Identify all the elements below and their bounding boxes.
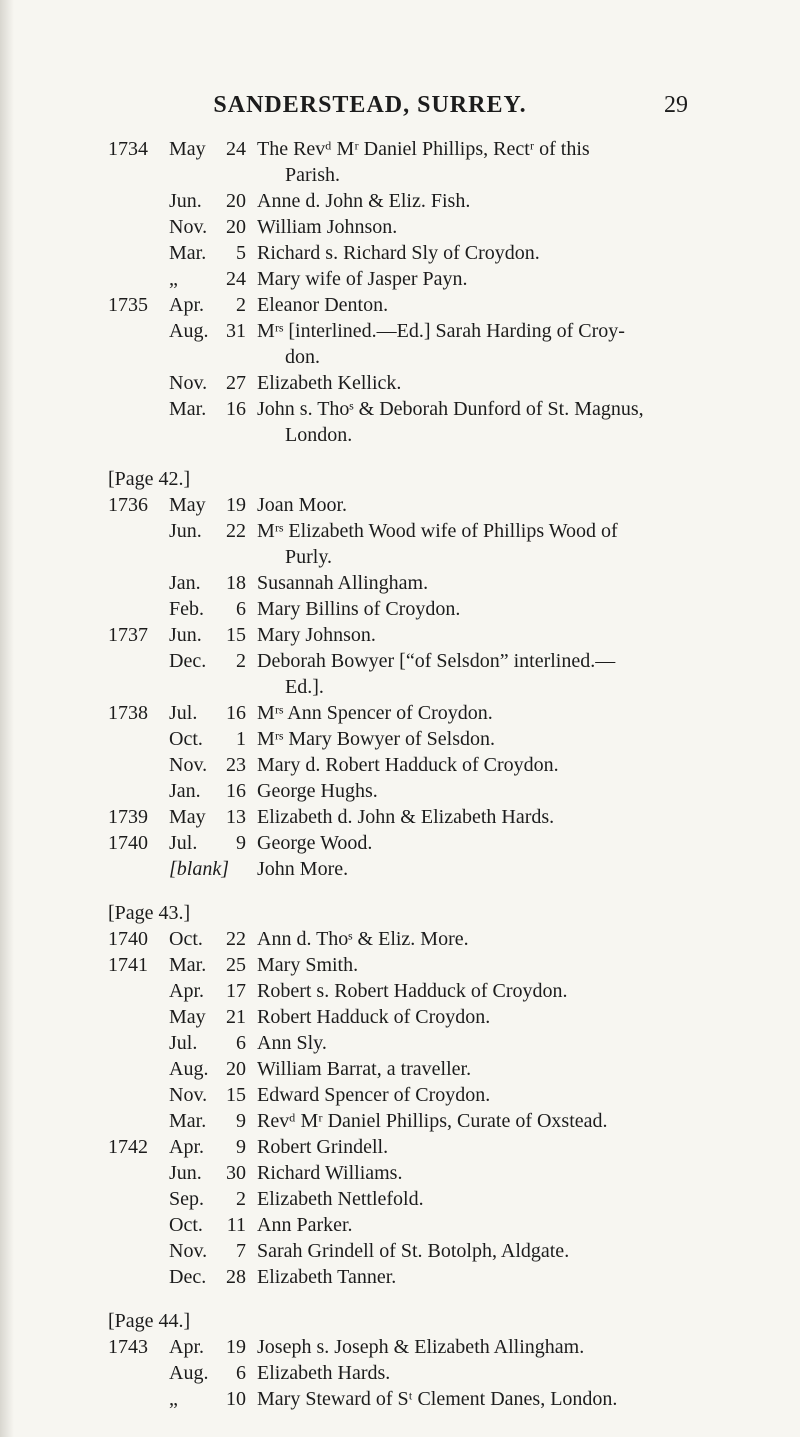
entry-day: 16 xyxy=(226,702,246,724)
entry-year: 1740 xyxy=(108,832,148,854)
entry-day: 27 xyxy=(226,372,246,394)
register-entry xyxy=(0,1360,800,1386)
entry-day: 20 xyxy=(226,190,246,212)
register-entry xyxy=(0,804,800,830)
register-entry xyxy=(0,700,800,726)
register-entry xyxy=(0,518,800,544)
entry-month: Jul. xyxy=(169,1032,198,1054)
entry-name: Elizabeth Nettlefold. xyxy=(257,1188,424,1210)
entry-month: May xyxy=(169,138,206,160)
entry-day: 30 xyxy=(226,1162,246,1184)
entry-day: 6 xyxy=(236,598,246,620)
entry-month: Jun. xyxy=(169,190,202,212)
entry-name: Robert s. Robert Hadduck of Croydon. xyxy=(257,980,568,1002)
entry-day: 19 xyxy=(226,494,246,516)
entry-month: May xyxy=(169,1006,206,1028)
register-entry xyxy=(0,188,800,214)
page-header xyxy=(0,92,800,124)
register-entry xyxy=(0,136,800,162)
entry-day: 6 xyxy=(236,1032,246,1054)
entry-year: 1741 xyxy=(108,954,148,976)
entry-month: Mar. xyxy=(169,954,207,976)
register-entry xyxy=(0,370,800,396)
entry-continuation xyxy=(0,544,800,570)
page-reference xyxy=(0,466,800,492)
entry-day: 2 xyxy=(236,650,246,672)
entry-day: 22 xyxy=(226,520,246,542)
entry-day: 16 xyxy=(226,398,246,420)
entry-name: Mʳˢ [interlined.—Ed.] Sarah Harding of Croy- xyxy=(257,320,625,342)
entry-continuation-text: Parish. xyxy=(285,164,340,186)
register-entry xyxy=(0,492,800,518)
entry-month: Sep. xyxy=(169,1188,204,1210)
page-reference-label: [Page 43.] xyxy=(108,902,191,924)
entry-year: 1740 xyxy=(108,928,148,950)
entry-month: Oct. xyxy=(169,928,203,950)
entry-name: Richard s. Richard Sly of Croydon. xyxy=(257,242,540,264)
entry-day: 23 xyxy=(226,754,246,776)
entry-month: Jun. xyxy=(169,520,202,542)
register-entry xyxy=(0,292,800,318)
page-reference xyxy=(0,900,800,926)
register-entry xyxy=(0,1186,800,1212)
entry-year: 1734 xyxy=(108,138,148,160)
entry-month: Dec. xyxy=(169,1266,207,1288)
entry-day: 19 xyxy=(226,1336,246,1358)
entry-day: 9 xyxy=(236,1110,246,1132)
entry-month: Feb. xyxy=(169,598,204,620)
entry-month: Oct. xyxy=(169,1214,203,1236)
entry-name: Mary Smith. xyxy=(257,954,359,976)
register-entry xyxy=(0,856,800,882)
register-entry xyxy=(0,1030,800,1056)
entry-day: 9 xyxy=(236,1136,246,1158)
register-entry xyxy=(0,1212,800,1238)
register-entry xyxy=(0,214,800,240)
entry-name: William Johnson. xyxy=(257,216,398,238)
entry-month: May xyxy=(169,494,206,516)
entry-year: 1737 xyxy=(108,624,148,646)
entry-month: Mar. xyxy=(169,398,207,420)
entry-month: Jan. xyxy=(169,780,201,802)
entry-year: 1739 xyxy=(108,806,148,828)
entry-name: Mary Billins of Croydon. xyxy=(257,598,461,620)
entry-day: 28 xyxy=(226,1266,246,1288)
entry-name: Joseph s. Joseph & Elizabeth Allingham. xyxy=(257,1336,585,1358)
entry-month: Nov. xyxy=(169,1084,208,1106)
entry-day: 15 xyxy=(226,624,246,646)
entry-continuation xyxy=(0,162,800,188)
register-entry xyxy=(0,1056,800,1082)
register-entry xyxy=(0,1238,800,1264)
register-entry xyxy=(0,830,800,856)
register-entry xyxy=(0,926,800,952)
entry-year: 1735 xyxy=(108,294,148,316)
entry-day: 21 xyxy=(226,1006,246,1028)
entry-name: Mʳˢ Mary Bowyer of Selsdon. xyxy=(257,728,496,750)
entry-month: Apr. xyxy=(169,1136,204,1158)
entry-year: 1743 xyxy=(108,1336,148,1358)
entry-name: Elizabeth Kellick. xyxy=(257,372,402,394)
entry-name: Ann d. Thoˢ & Eliz. More. xyxy=(257,928,469,950)
entry-month: Oct. xyxy=(169,728,203,750)
entry-name: John s. Thoˢ & Deborah Dunford of St. Magnus, xyxy=(257,398,644,420)
page-reference-label: [Page 42.] xyxy=(108,468,191,490)
register-entry xyxy=(0,596,800,622)
entry-month: Mar. xyxy=(169,1110,207,1132)
entry-day: 7 xyxy=(236,1240,246,1262)
register-entry xyxy=(0,1264,800,1290)
entry-day: 18 xyxy=(226,572,246,594)
entry-day: 15 xyxy=(226,1084,246,1106)
entry-month: Aug. xyxy=(169,1362,209,1384)
page-title: SANDERSTEAD, SURREY. xyxy=(213,92,527,118)
entry-blank-date: [blank] xyxy=(169,858,229,880)
entry-month: Nov. xyxy=(169,372,208,394)
entry-name: John More. xyxy=(257,858,349,880)
entry-day: 9 xyxy=(236,832,246,854)
entry-name: Edward Spencer of Croydon. xyxy=(257,1084,491,1106)
register-entry xyxy=(0,726,800,752)
entry-day: 20 xyxy=(226,216,246,238)
register-entry xyxy=(0,1160,800,1186)
entry-name: Richard Williams. xyxy=(257,1162,403,1184)
register-entry xyxy=(0,752,800,778)
entry-name: Joan Moor. xyxy=(257,494,347,516)
entry-name: Elizabeth Hards. xyxy=(257,1362,391,1384)
entry-year: 1738 xyxy=(108,702,148,724)
entry-name: Eleanor Denton. xyxy=(257,294,389,316)
page-reference-label: [Page 44.] xyxy=(108,1310,191,1332)
entry-name: Robert Hadduck of Croydon. xyxy=(257,1006,491,1028)
entry-name: Ann Sly. xyxy=(257,1032,327,1054)
entry-name: Elizabeth d. John & Elizabeth Hards. xyxy=(257,806,555,828)
entry-day: 13 xyxy=(226,806,246,828)
register-entry xyxy=(0,1134,800,1160)
entry-day: 2 xyxy=(236,1188,246,1210)
entry-year: 1742 xyxy=(108,1136,148,1158)
entry-continuation-text: London. xyxy=(285,424,353,446)
entry-month: Apr. xyxy=(169,294,204,316)
entry-month: Mar. xyxy=(169,242,207,264)
entry-day: 22 xyxy=(226,928,246,950)
entry-name: Mary Johnson. xyxy=(257,624,376,646)
entry-month: Aug. xyxy=(169,1058,209,1080)
register-entry xyxy=(0,952,800,978)
entry-day: 31 xyxy=(226,320,246,342)
register-entry xyxy=(0,778,800,804)
register-entry xyxy=(0,1082,800,1108)
burial-register xyxy=(0,136,800,1412)
entry-day: 2 xyxy=(236,294,246,316)
register-entry xyxy=(0,318,800,344)
entry-month: Jul. xyxy=(169,702,198,724)
entry-name: Robert Grindell. xyxy=(257,1136,389,1158)
entry-name: Mʳˢ Ann Spencer of Croydon. xyxy=(257,702,493,724)
entry-name: William Barrat, a traveller. xyxy=(257,1058,472,1080)
entry-month: Jun. xyxy=(169,624,202,646)
entry-month: Apr. xyxy=(169,980,204,1002)
register-entry xyxy=(0,1386,800,1412)
entry-day: 6 xyxy=(236,1362,246,1384)
entry-continuation xyxy=(0,674,800,700)
entry-name: Susannah Allingham. xyxy=(257,572,429,594)
entry-continuation-text: Purly. xyxy=(285,546,333,568)
entry-year: 1736 xyxy=(108,494,148,516)
entry-continuation xyxy=(0,344,800,370)
register-entry xyxy=(0,1334,800,1360)
entry-month: „ xyxy=(169,1388,178,1410)
entry-day: 16 xyxy=(226,780,246,802)
entry-day: 17 xyxy=(226,980,246,1002)
entry-name: Elizabeth Tanner. xyxy=(257,1266,397,1288)
entry-month: Jul. xyxy=(169,832,198,854)
page-number: 29 xyxy=(664,92,688,118)
register-entry xyxy=(0,622,800,648)
entry-day: 25 xyxy=(226,954,246,976)
entry-day: 10 xyxy=(226,1388,246,1410)
entry-name: Mʳˢ Elizabeth Wood wife of Phillips Wood of xyxy=(257,520,618,542)
entry-name: The Revᵈ Mʳ Daniel Phillips, Rectʳ of this xyxy=(257,138,590,160)
entry-month: Nov. xyxy=(169,754,208,776)
page-reference xyxy=(0,1308,800,1334)
entry-day: 24 xyxy=(226,268,246,290)
entry-continuation-text: Ed.]. xyxy=(285,676,324,698)
entry-day: 1 xyxy=(236,728,246,750)
entry-month: May xyxy=(169,806,206,828)
entry-month: Dec. xyxy=(169,650,207,672)
entry-month: Jan. xyxy=(169,572,201,594)
entry-month: Nov. xyxy=(169,216,208,238)
entry-month: Apr. xyxy=(169,1336,204,1358)
register-entry xyxy=(0,1108,800,1134)
register-entry xyxy=(0,978,800,1004)
entry-name: Mary d. Robert Hadduck of Croydon. xyxy=(257,754,559,776)
entry-day: 24 xyxy=(226,138,246,160)
entry-month: Aug. xyxy=(169,320,209,342)
entry-name: Mary wife of Jasper Payn. xyxy=(257,268,468,290)
entry-continuation xyxy=(0,422,800,448)
entry-name: Ann Parker. xyxy=(257,1214,353,1236)
entry-day: 5 xyxy=(236,242,246,264)
register-entry xyxy=(0,240,800,266)
register-entry xyxy=(0,396,800,422)
register-entry xyxy=(0,266,800,292)
entry-month: Jun. xyxy=(169,1162,202,1184)
entry-continuation-text: don. xyxy=(285,346,320,368)
entry-day: 20 xyxy=(226,1058,246,1080)
entry-month: Nov. xyxy=(169,1240,208,1262)
entry-name: Revᵈ Mʳ Daniel Phillips, Curate of Oxstead. xyxy=(257,1110,608,1132)
entry-name: Anne d. John & Eliz. Fish. xyxy=(257,190,471,212)
entry-name: George Wood. xyxy=(257,832,373,854)
entry-day: 11 xyxy=(226,1214,246,1236)
register-entry xyxy=(0,1004,800,1030)
register-entry xyxy=(0,648,800,674)
entry-month: „ xyxy=(169,268,178,290)
entry-name: Deborah Bowyer [“of Selsdon” interlined.— xyxy=(257,650,616,672)
entry-name: Mary Steward of Sᵗ Clement Danes, London. xyxy=(257,1388,618,1410)
entry-name: George Hughs. xyxy=(257,780,378,802)
register-entry xyxy=(0,570,800,596)
entry-name: Sarah Grindell of St. Botolph, Aldgate. xyxy=(257,1240,570,1262)
